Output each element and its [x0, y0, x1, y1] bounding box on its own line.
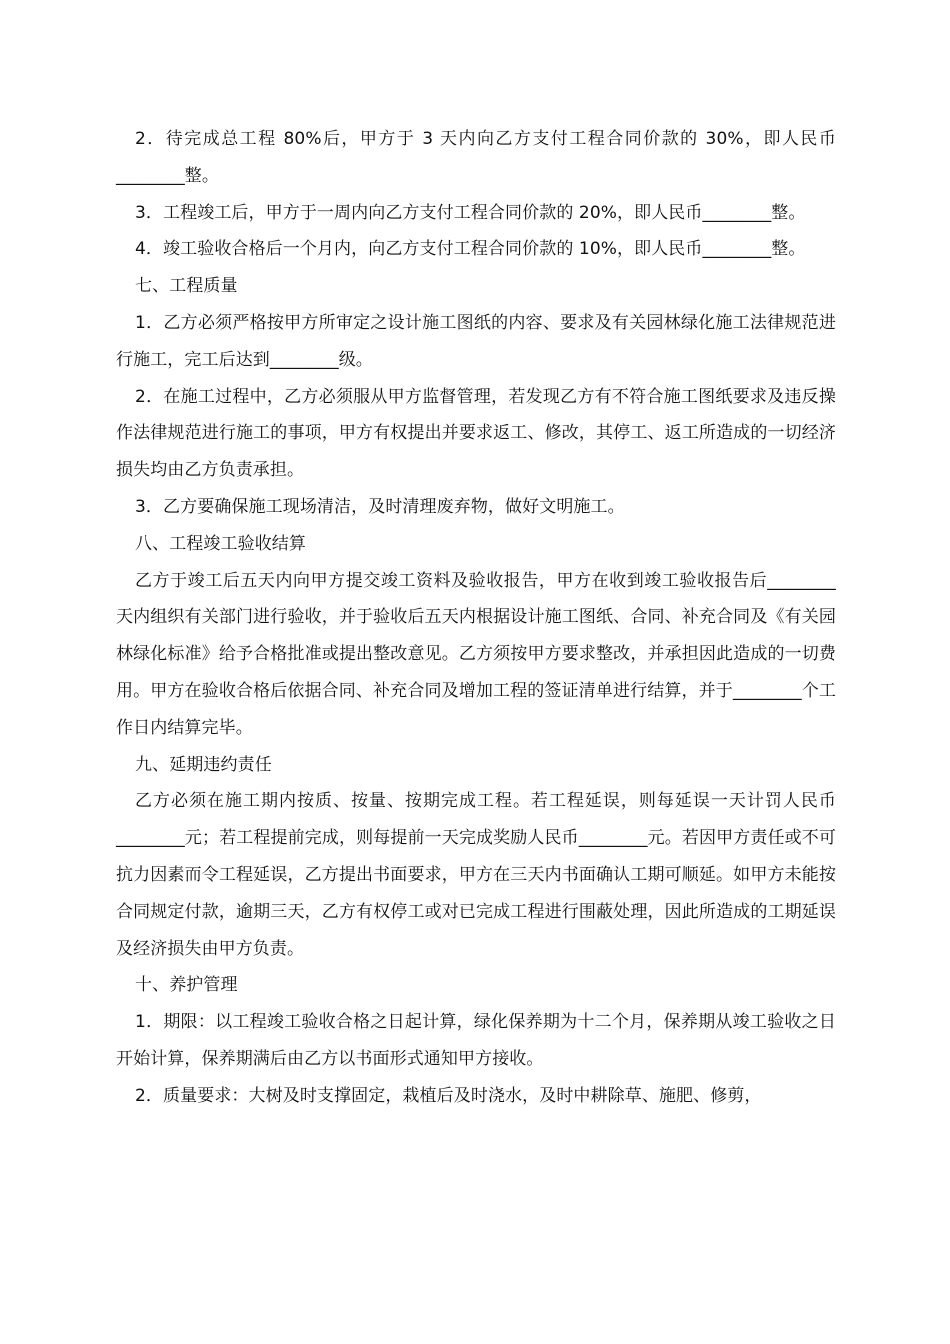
section-heading-quality: 七、工程质量	[135, 276, 238, 297]
payment-clause-4: 4．竣工验收合格后一个月内，向乙方支付工程合同价款的 10%，即人民币________整。	[135, 239, 806, 260]
maintenance-clause-2: 2．质量要求：大树及时支撑固定，栽植后及时浇水，及时中耕除草、施肥、修剪，	[135, 1085, 762, 1106]
quality-clause-3: 3．乙方要确保施工现场清洁，及时清理废弃物，做好文明施工。	[135, 496, 625, 517]
quality-clause-2: 2．在施工过程中，乙方必须服从甲方监督管理，若发现乙方有不符合施工图纸要求及违反操作法律规范进行施工的事项，甲方有权提出并要求返工、修改，其停工、返工所造成的一切经济损失均由乙方负责承担。	[116, 386, 836, 481]
section-heading-delay: 九、延期违约责任	[135, 754, 272, 775]
delay-clause: 乙方必须在施工期内按质、按量、按期完成工程。若工程延误，则每延误一天计罚人民币________元；若工程提前完成，则每提前一天完成奖励人民币________元。若因甲方责任或不可抗力因素而令工程延误，乙方提出书面要求，甲方在三天内书面确认工期可顺延。如甲方未能按合同规定付款，逾期三天，乙方有权停工或对已完成工程进行围蔽处理，因此所造成的工期延误及经济损失由甲方负责。	[116, 791, 836, 959]
section-heading-maintenance: 十、养护管理	[135, 975, 238, 996]
maintenance-clause-1: 1．期限：以工程竣工验收合格之日起计算，绿化保养期为十二个月，保养期从竣工验收之日开始计算，保养期满后由乙方以书面形式通知甲方接收。	[116, 1012, 836, 1069]
quality-clause-1: 1．乙方必须严格按甲方所审定之设计施工图纸的内容、要求及有关园林绿化施工法律规范进行施工，完工后达到________级。	[116, 312, 836, 370]
payment-clause-3: 3．工程竣工后，甲方于一周内向乙方支付工程合同价款的 20%，即人民币________整。	[135, 202, 806, 223]
acceptance-clause: 乙方于竣工后五天内向甲方提交竣工资料及验收报告，甲方在收到竣工验收报告后________天内组织有关部门进行验收，并于验收后五天内根据设计施工图纸、合同、补充合同及《有关园林绿化标准》给予合格批准或提出整改意见。乙方须按甲方要求整改，并承担因此造成的一切费用。甲方在验收合格后依据合同、补充合同及增加工程的签证清单进行结算，并于________个工作日内结算完毕。	[116, 570, 836, 738]
payment-clause-2: 2．待完成总工程 80%后，甲方于 3 天内向乙方支付工程合同价款的 30%，即人民币________整。	[116, 129, 836, 186]
document-body	[116, 121, 836, 1115]
section-heading-acceptance: 八、工程竣工验收结算	[135, 533, 306, 554]
